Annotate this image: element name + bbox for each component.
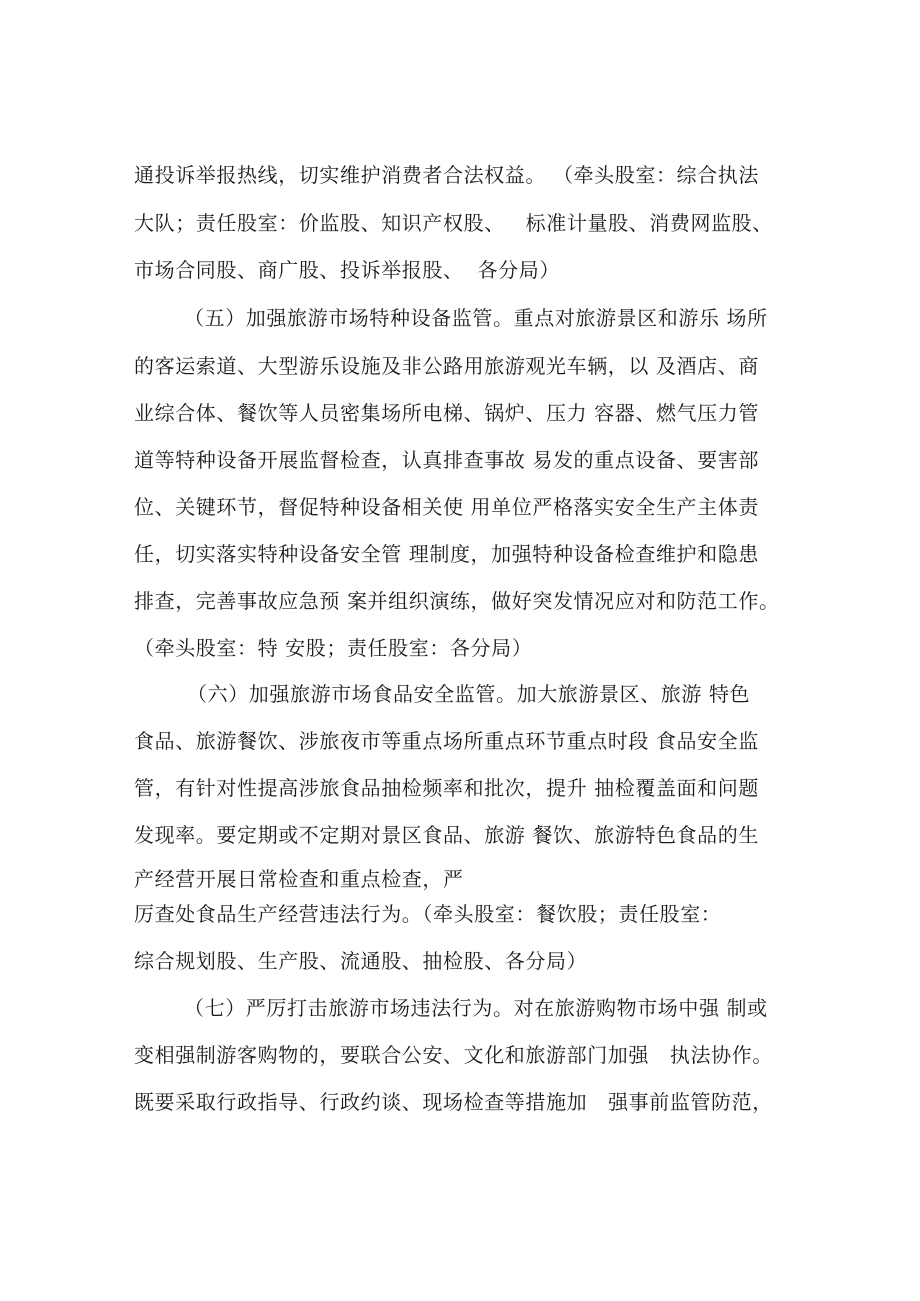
p4-line-2: 大队；责任股室：价监股、知识产权股、 标准计量股、消费网监股、 xyxy=(134,211,773,235)
p5-line-5: 位、关键环节，督促特种设备相关使 用单位严格落实安全生产主体责 xyxy=(134,495,759,519)
p5-line-3: 业综合体、餐饮等人员密集场所电梯、锅炉、压力 容器、燃气压力管 xyxy=(134,401,759,425)
p4-line-3: 市场合同股、商广股、投诉举报股、 各分局） xyxy=(134,258,560,282)
p7-line-3: 既要采取行政指导、行政约谈、现场检查等措施加 强事前监管防范， xyxy=(134,1090,773,1114)
p6-line-1: （六）加强旅游市场食品安全监管。加大旅游景区、旅游 特色 xyxy=(187,682,751,706)
p6-line-3: 管，有针对性提高涉旅食品抽检频率和批次，提升 抽检覆盖面和问题 xyxy=(134,776,759,800)
p6-line-6: 厉查处食品生产经营违法行为。（牵头股室：餐饮股；责任股室： xyxy=(134,902,722,926)
p6-line-2: 食品、旅游餐饮、涉旅夜市等重点场所重点环节重点时段 食品安全监 xyxy=(134,729,759,753)
p5-line-4: 道等特种设备开展监督检查，认真排查事故 易发的重点设备、要害部 xyxy=(134,448,759,472)
p5-line-6: 任，切实落实特种设备安全管 理制度，加强特种设备检查维护和隐患 xyxy=(134,542,759,566)
p6-line-5: 产经营开展日常检查和重点检查，严 xyxy=(134,867,464,891)
p5-line-8: （牵头股室：特 安股；责任股室：各分局） xyxy=(134,636,533,660)
p7-line-2: 变相强制游客购物的，要联合公安、文化和旅游部门加强 执法协作。 xyxy=(134,1043,773,1067)
p7-line-1: （七）严厉打击旅游市场违法行为。对在旅游购物市场中强 制或 xyxy=(184,996,768,1020)
p5-line-2: 的客运索道、大型游乐设施及非公路用旅游观光车辆，以 及酒店、商 xyxy=(134,354,759,378)
p5-line-7: 排查，完善事故应急预 案并组织演练，做好突发情况应对和防范工作。 xyxy=(134,589,780,613)
p4-line-1: 通投诉举报热线，切实维护消费者合法权益。 （牵头股室：综合执法 xyxy=(134,163,759,187)
p6-line-4: 发现率。要定期或不定期对景区食品、旅游 餐饮、旅游特色食品的生 xyxy=(134,823,759,847)
p5-line-1: （五）加强旅游市场特种设备监管。重点对旅游景区和游乐 场所 xyxy=(184,306,768,330)
p6-line-7: 综合规划股、生产股、流通股、抽检股、各分局） xyxy=(134,949,588,973)
